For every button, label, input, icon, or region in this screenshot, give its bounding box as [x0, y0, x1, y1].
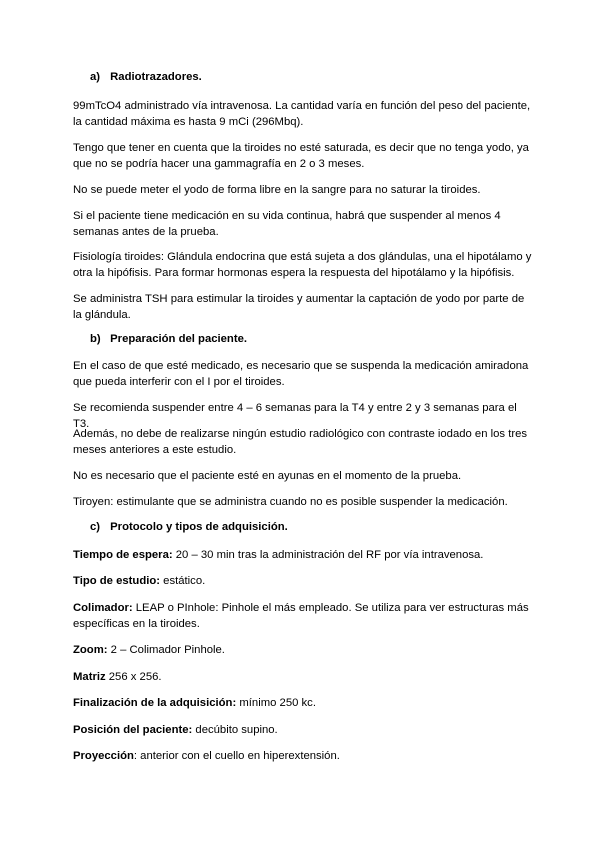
field-value: 20 – 30 min tras la administración del RF por vía intravenosa.	[172, 549, 484, 561]
section-heading-b	[90, 333, 247, 345]
paragraph: Tengo que tener en cuenta que la tiroides no esté saturada, es decir que no tenga yodo, ya que no se podría hacer una gammagrafía en 2 o 3 meses.	[73, 142, 529, 170]
field-value: decúbito supino.	[192, 724, 278, 736]
field-value: mínimo 250 kc.	[236, 697, 316, 709]
paragraph: Tiroyen: estimulante que se administra cuando no es posible suspender la medicación.	[73, 496, 508, 508]
field-tiempo-de-espera	[73, 547, 535, 563]
section-title: Protocolo y tipos de adquisición.	[110, 521, 288, 533]
field-key: Colimador:	[73, 602, 133, 614]
field-finalizacion	[73, 695, 535, 711]
paragraph: Se administra TSH para estimular la tiroides y aumentar la captación de yodo por parte de la glándula.	[73, 293, 525, 321]
section-title: Radiotrazadores.	[110, 71, 202, 83]
field-value: 256 x 256.	[105, 671, 162, 683]
field-colimador	[73, 600, 535, 632]
field-key: Posición del paciente:	[73, 724, 193, 736]
field-key: Matriz	[73, 671, 106, 683]
field-zoom	[73, 642, 535, 658]
section-label: c)	[90, 521, 101, 533]
field-key: Finalización de la adquisición:	[73, 697, 237, 709]
paragraph: Si el paciente tiene medicación en su vida continua, habrá que suspender al menos 4 semanas antes de la prueba.	[73, 210, 501, 238]
paragraph: 99mTcO4 administrado vía intravenosa. La cantidad varía en función del peso del paciente, la cantidad máxima es hasta 9 mCi (296Mbq).	[73, 100, 531, 128]
field-key: Proyección	[73, 750, 134, 762]
field-matriz	[73, 669, 535, 685]
section-label: b)	[90, 333, 101, 345]
paragraph: Fisiología tiroides: Glándula endocrina que está sujeta a dos glándulas, una el hipotálamo y otra la hipófisis. Para formar hormonas espera la respuesta del hipotálamo y la hipófisis.	[73, 251, 532, 279]
field-value: estático.	[160, 575, 206, 587]
paragraph: Además, no debe de realizarse ningún estudio radiológico con contraste iodado en los tres meses anteriores a este estudio.	[73, 428, 528, 456]
field-key: Zoom:	[73, 644, 108, 656]
section-title: Preparación del paciente.	[110, 333, 248, 345]
field-proyeccion	[73, 748, 535, 764]
paragraph: Se recomienda suspender entre 4 – 6 semanas para la T4 y entre 2 y 3 semanas para el T3.	[73, 402, 517, 430]
field-posicion-del-paciente	[73, 722, 535, 738]
field-key: Tipo de estudio:	[73, 575, 161, 587]
field-value: 2 – Colimador Pinhole.	[107, 644, 225, 656]
paragraph: No se puede meter el yodo de forma libre en la sangre para no saturar la tiroides.	[73, 184, 481, 196]
field-value: : anterior con el cuello en hiperextensión.	[133, 750, 340, 762]
section-label: a)	[90, 71, 101, 83]
field-value: LEAP o PInhole: Pinhole el más empleado. Se utiliza para ver estructuras más específicas en la tiroides.	[73, 602, 529, 630]
section-heading-c	[90, 521, 288, 533]
paragraph: No es necesario que el paciente esté en ayunas en el momento de la prueba.	[73, 470, 462, 482]
field-key: Tiempo de espera:	[73, 549, 173, 561]
field-tipo-de-estudio	[73, 573, 535, 589]
section-heading-a	[90, 71, 202, 83]
paragraph: En el caso de que esté medicado, es necesario que se suspenda la medicación amiradona que pueda interferir con el I por el tiroides.	[73, 360, 529, 388]
